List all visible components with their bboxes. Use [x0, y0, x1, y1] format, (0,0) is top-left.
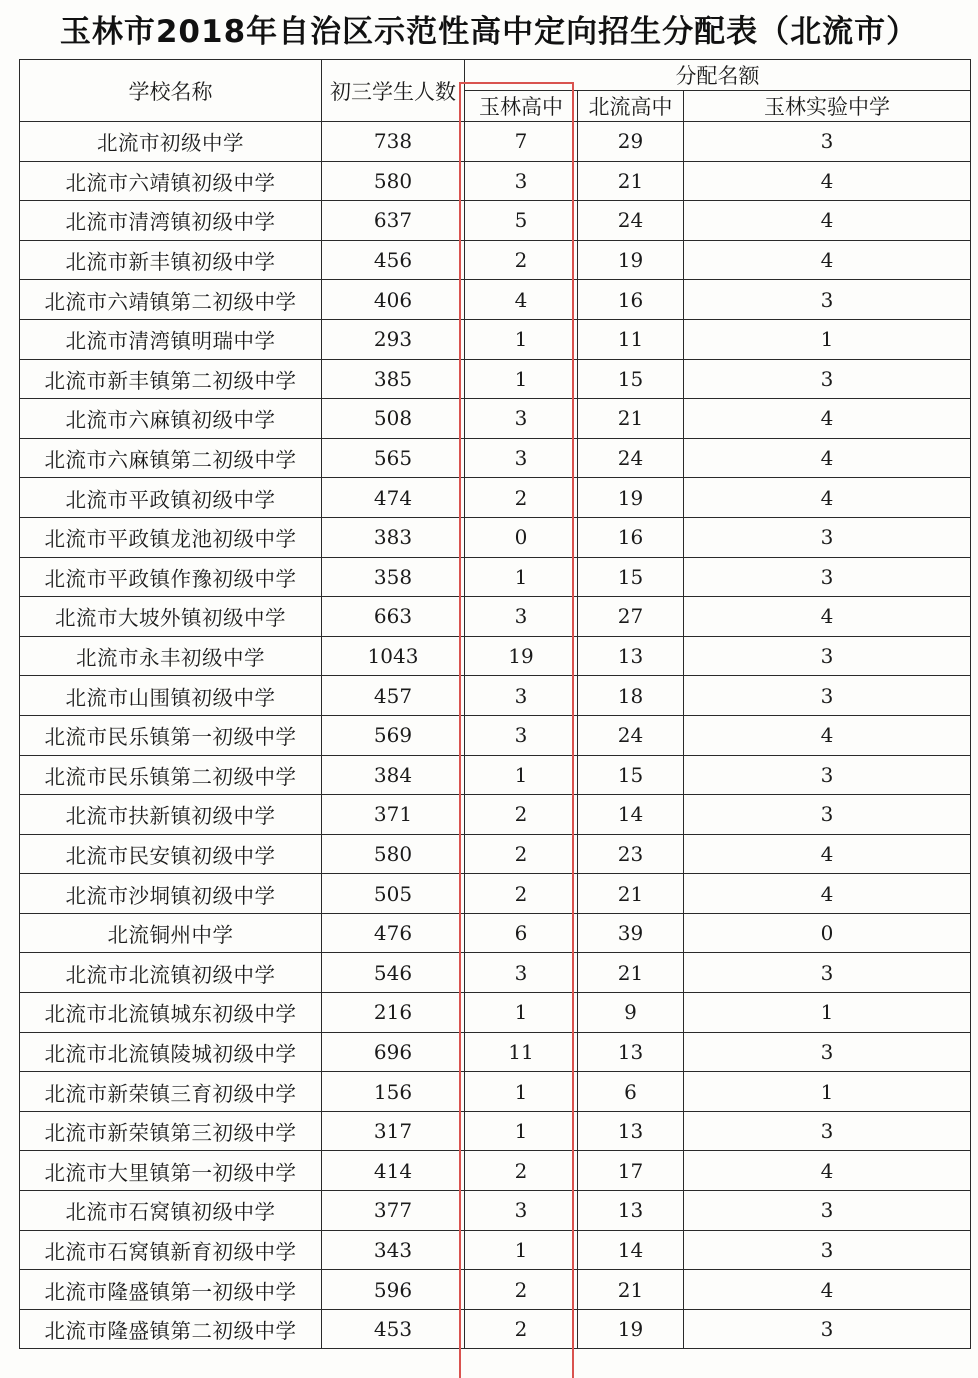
yulin-high-quota-cell: 1 [465, 993, 578, 1033]
beiliu-high-quota-cell: 24 [578, 201, 684, 241]
yulin-high-quota-cell: 3 [465, 597, 578, 637]
beiliu-high-quota-cell: 18 [578, 676, 684, 716]
beiliu-high-quota-cell: 14 [578, 1230, 684, 1270]
school-name-cell: 北流市扶新镇初级中学 [20, 795, 322, 835]
school-name-cell: 北流市民乐镇第二初级中学 [20, 755, 322, 795]
yulin-high-quota-cell: 3 [465, 161, 578, 201]
student-count-cell: 406 [322, 280, 465, 320]
student-count-cell: 453 [322, 1309, 465, 1349]
student-count-cell: 580 [322, 161, 465, 201]
yulin-shiyan-quota-cell: 4 [684, 597, 971, 637]
school-name-cell: 北流市平政镇龙池初级中学 [20, 517, 322, 557]
yulin-high-quota-cell: 1 [465, 319, 578, 359]
school-name-cell: 北流市石窝镇新育初级中学 [20, 1230, 322, 1270]
table-row [20, 1309, 971, 1349]
student-count-cell: 371 [322, 795, 465, 835]
beiliu-high-quota-cell: 15 [578, 557, 684, 597]
yulin-shiyan-quota-cell: 3 [684, 636, 971, 676]
header-quota-group: 分配名额 [465, 60, 971, 91]
student-count-cell: 358 [322, 557, 465, 597]
header-yulin-shiyan: 玉林实验中学 [684, 91, 971, 122]
table-row [20, 795, 971, 835]
school-name-cell: 北流市新荣镇第三初级中学 [20, 1111, 322, 1151]
table-row [20, 1270, 971, 1310]
yulin-shiyan-quota-cell: 4 [684, 438, 971, 478]
table-row [20, 755, 971, 795]
table-row [20, 676, 971, 716]
beiliu-high-quota-cell: 21 [578, 874, 684, 914]
yulin-high-quota-cell: 3 [465, 953, 578, 993]
table-row [20, 557, 971, 597]
yulin-high-quota-cell: 1 [465, 1230, 578, 1270]
beiliu-high-quota-cell: 16 [578, 280, 684, 320]
student-count-cell: 476 [322, 913, 465, 953]
yulin-shiyan-quota-cell: 3 [684, 1111, 971, 1151]
yulin-shiyan-quota-cell: 4 [684, 201, 971, 241]
table-row [20, 874, 971, 914]
yulin-high-quota-cell: 2 [465, 834, 578, 874]
yulin-shiyan-quota-cell: 1 [684, 1072, 971, 1112]
yulin-high-quota-cell: 2 [465, 478, 578, 518]
yulin-shiyan-quota-cell: 3 [684, 676, 971, 716]
school-name-cell: 北流市民乐镇第一初级中学 [20, 715, 322, 755]
student-count-cell: 383 [322, 517, 465, 557]
yulin-shiyan-quota-cell: 3 [684, 1230, 971, 1270]
yulin-shiyan-quota-cell: 4 [684, 161, 971, 201]
beiliu-high-quota-cell: 6 [578, 1072, 684, 1112]
table-row [20, 517, 971, 557]
beiliu-high-quota-cell: 14 [578, 795, 684, 835]
beiliu-high-quota-cell: 19 [578, 240, 684, 280]
table-row [20, 597, 971, 637]
beiliu-high-quota-cell: 11 [578, 319, 684, 359]
yulin-high-quota-cell: 3 [465, 438, 578, 478]
student-count-cell: 596 [322, 1270, 465, 1310]
school-name-cell: 北流市永丰初级中学 [20, 636, 322, 676]
allocation-table [19, 59, 971, 1349]
student-count-cell: 508 [322, 399, 465, 439]
yulin-shiyan-quota-cell: 4 [684, 399, 971, 439]
school-name-cell: 北流铜州中学 [20, 913, 322, 953]
beiliu-high-quota-cell: 29 [578, 122, 684, 162]
table-header [20, 60, 971, 122]
school-name-cell: 北流市石窝镇初级中学 [20, 1191, 322, 1231]
beiliu-high-quota-cell: 24 [578, 438, 684, 478]
student-count-cell: 293 [322, 319, 465, 359]
beiliu-high-quota-cell: 13 [578, 1191, 684, 1231]
table-row [20, 636, 971, 676]
student-count-cell: 457 [322, 676, 465, 716]
yulin-shiyan-quota-cell: 3 [684, 1309, 971, 1349]
beiliu-high-quota-cell: 13 [578, 636, 684, 676]
beiliu-high-quota-cell: 19 [578, 478, 684, 518]
yulin-shiyan-quota-cell: 4 [684, 834, 971, 874]
yulin-shiyan-quota-cell: 3 [684, 359, 971, 399]
yulin-shiyan-quota-cell: 4 [684, 715, 971, 755]
school-name-cell: 北流市山围镇初级中学 [20, 676, 322, 716]
yulin-shiyan-quota-cell: 3 [684, 953, 971, 993]
beiliu-high-quota-cell: 19 [578, 1309, 684, 1349]
student-count-cell: 505 [322, 874, 465, 914]
student-count-cell: 216 [322, 993, 465, 1033]
table-row [20, 240, 971, 280]
student-count-cell: 637 [322, 201, 465, 241]
yulin-high-quota-cell: 2 [465, 795, 578, 835]
school-name-cell: 北流市六靖镇初级中学 [20, 161, 322, 201]
beiliu-high-quota-cell: 23 [578, 834, 684, 874]
yulin-shiyan-quota-cell: 3 [684, 122, 971, 162]
yulin-high-quota-cell: 1 [465, 1072, 578, 1112]
student-count-cell: 385 [322, 359, 465, 399]
beiliu-high-quota-cell: 13 [578, 1111, 684, 1151]
yulin-high-quota-cell: 2 [465, 1270, 578, 1310]
yulin-shiyan-quota-cell: 4 [684, 240, 971, 280]
student-count-cell: 580 [322, 834, 465, 874]
student-count-cell: 1043 [322, 636, 465, 676]
table-row [20, 319, 971, 359]
school-name-cell: 北流市大里镇第一初级中学 [20, 1151, 322, 1191]
yulin-high-quota-cell: 2 [465, 240, 578, 280]
student-count-cell: 546 [322, 953, 465, 993]
beiliu-high-quota-cell: 21 [578, 1270, 684, 1310]
yulin-high-quota-cell: 0 [465, 517, 578, 557]
beiliu-high-quota-cell: 13 [578, 1032, 684, 1072]
header-row-top [20, 60, 971, 91]
school-name-cell: 北流市隆盛镇第一初级中学 [20, 1270, 322, 1310]
beiliu-high-quota-cell: 15 [578, 359, 684, 399]
yulin-shiyan-quota-cell: 3 [684, 1032, 971, 1072]
school-name-cell: 北流市平政镇作豫初级中学 [20, 557, 322, 597]
table-row [20, 1032, 971, 1072]
school-name-cell: 北流市平政镇初级中学 [20, 478, 322, 518]
school-name-cell: 北流市北流镇陵城初级中学 [20, 1032, 322, 1072]
page-title: 玉林市2018年自治区示范性高中定向招生分配表（北流市） [59, 14, 919, 50]
table-row [20, 359, 971, 399]
yulin-high-quota-cell: 2 [465, 1309, 578, 1349]
yulin-high-quota-cell: 1 [465, 1111, 578, 1151]
student-count-cell: 474 [322, 478, 465, 518]
yulin-high-quota-cell: 3 [465, 1191, 578, 1231]
yulin-high-quota-cell: 5 [465, 201, 578, 241]
school-name-cell: 北流市北流镇城东初级中学 [20, 993, 322, 1033]
yulin-high-quota-cell: 3 [465, 399, 578, 439]
yulin-shiyan-quota-cell: 1 [684, 319, 971, 359]
student-count-cell: 738 [322, 122, 465, 162]
yulin-shiyan-quota-cell: 3 [684, 755, 971, 795]
student-count-cell: 384 [322, 755, 465, 795]
yulin-shiyan-quota-cell: 3 [684, 795, 971, 835]
school-name-cell: 北流市清湾镇初级中学 [20, 201, 322, 241]
yulin-shiyan-quota-cell: 1 [684, 993, 971, 1033]
table-row [20, 1111, 971, 1151]
table-row [20, 913, 971, 953]
student-count-cell: 565 [322, 438, 465, 478]
header-yulin-high: 玉林高中 [465, 91, 578, 122]
table-row [20, 161, 971, 201]
yulin-high-quota-cell: 2 [465, 1151, 578, 1191]
student-count-cell: 377 [322, 1191, 465, 1231]
yulin-high-quota-cell: 2 [465, 874, 578, 914]
header-student-count: 初三学生人数 [322, 60, 465, 122]
yulin-shiyan-quota-cell: 3 [684, 517, 971, 557]
table-row [20, 399, 971, 439]
school-name-cell: 北流市六麻镇第二初级中学 [20, 438, 322, 478]
school-name-cell: 北流市沙垌镇初级中学 [20, 874, 322, 914]
table-body [20, 122, 971, 1349]
student-count-cell: 414 [322, 1151, 465, 1191]
school-name-cell: 北流市新丰镇初级中学 [20, 240, 322, 280]
beiliu-high-quota-cell: 24 [578, 715, 684, 755]
table-row [20, 1072, 971, 1112]
beiliu-high-quota-cell: 17 [578, 1151, 684, 1191]
yulin-high-quota-cell: 11 [465, 1032, 578, 1072]
beiliu-high-quota-cell: 27 [578, 597, 684, 637]
yulin-high-quota-cell: 7 [465, 122, 578, 162]
yulin-shiyan-quota-cell: 0 [684, 913, 971, 953]
yulin-shiyan-quota-cell: 3 [684, 1191, 971, 1231]
student-count-cell: 156 [322, 1072, 465, 1112]
yulin-high-quota-cell: 1 [465, 359, 578, 399]
table-row [20, 834, 971, 874]
beiliu-high-quota-cell: 16 [578, 517, 684, 557]
beiliu-high-quota-cell: 21 [578, 399, 684, 439]
header-beiliu-high: 北流高中 [578, 91, 684, 122]
beiliu-high-quota-cell: 21 [578, 161, 684, 201]
yulin-shiyan-quota-cell: 3 [684, 557, 971, 597]
table-row [20, 201, 971, 241]
yulin-shiyan-quota-cell: 4 [684, 1270, 971, 1310]
table-row [20, 1151, 971, 1191]
school-name-cell: 北流市六麻镇初级中学 [20, 399, 322, 439]
table-row [20, 1230, 971, 1270]
table-row [20, 993, 971, 1033]
yulin-high-quota-cell: 3 [465, 715, 578, 755]
school-name-cell: 北流市民安镇初级中学 [20, 834, 322, 874]
table-row [20, 1191, 971, 1231]
school-name-cell: 北流市新荣镇三育初级中学 [20, 1072, 322, 1112]
yulin-shiyan-quota-cell: 4 [684, 1151, 971, 1191]
yulin-high-quota-cell: 1 [465, 557, 578, 597]
yulin-high-quota-cell: 19 [465, 636, 578, 676]
yulin-high-quota-cell: 1 [465, 755, 578, 795]
student-count-cell: 696 [322, 1032, 465, 1072]
yulin-shiyan-quota-cell: 4 [684, 874, 971, 914]
table-row [20, 438, 971, 478]
school-name-cell: 北流市清湾镇明瑞中学 [20, 319, 322, 359]
beiliu-high-quota-cell: 9 [578, 993, 684, 1033]
school-name-cell: 北流市初级中学 [20, 122, 322, 162]
student-count-cell: 456 [322, 240, 465, 280]
beiliu-high-quota-cell: 15 [578, 755, 684, 795]
yulin-shiyan-quota-cell: 4 [684, 478, 971, 518]
student-count-cell: 317 [322, 1111, 465, 1151]
student-count-cell: 663 [322, 597, 465, 637]
table-row [20, 715, 971, 755]
school-name-cell: 北流市北流镇初级中学 [20, 953, 322, 993]
table-row [20, 478, 971, 518]
school-name-cell: 北流市六靖镇第二初级中学 [20, 280, 322, 320]
table-row [20, 953, 971, 993]
yulin-high-quota-cell: 6 [465, 913, 578, 953]
beiliu-high-quota-cell: 21 [578, 953, 684, 993]
header-school-name: 学校名称 [20, 60, 322, 122]
student-count-cell: 343 [322, 1230, 465, 1270]
student-count-cell: 569 [322, 715, 465, 755]
school-name-cell: 北流市隆盛镇第二初级中学 [20, 1309, 322, 1349]
beiliu-high-quota-cell: 39 [578, 913, 684, 953]
table-row [20, 122, 971, 162]
school-name-cell: 北流市新丰镇第二初级中学 [20, 359, 322, 399]
yulin-high-quota-cell: 3 [465, 676, 578, 716]
school-name-cell: 北流市大坡外镇初级中学 [20, 597, 322, 637]
yulin-shiyan-quota-cell: 3 [684, 280, 971, 320]
yulin-high-quota-cell: 4 [465, 280, 578, 320]
table-row [20, 280, 971, 320]
